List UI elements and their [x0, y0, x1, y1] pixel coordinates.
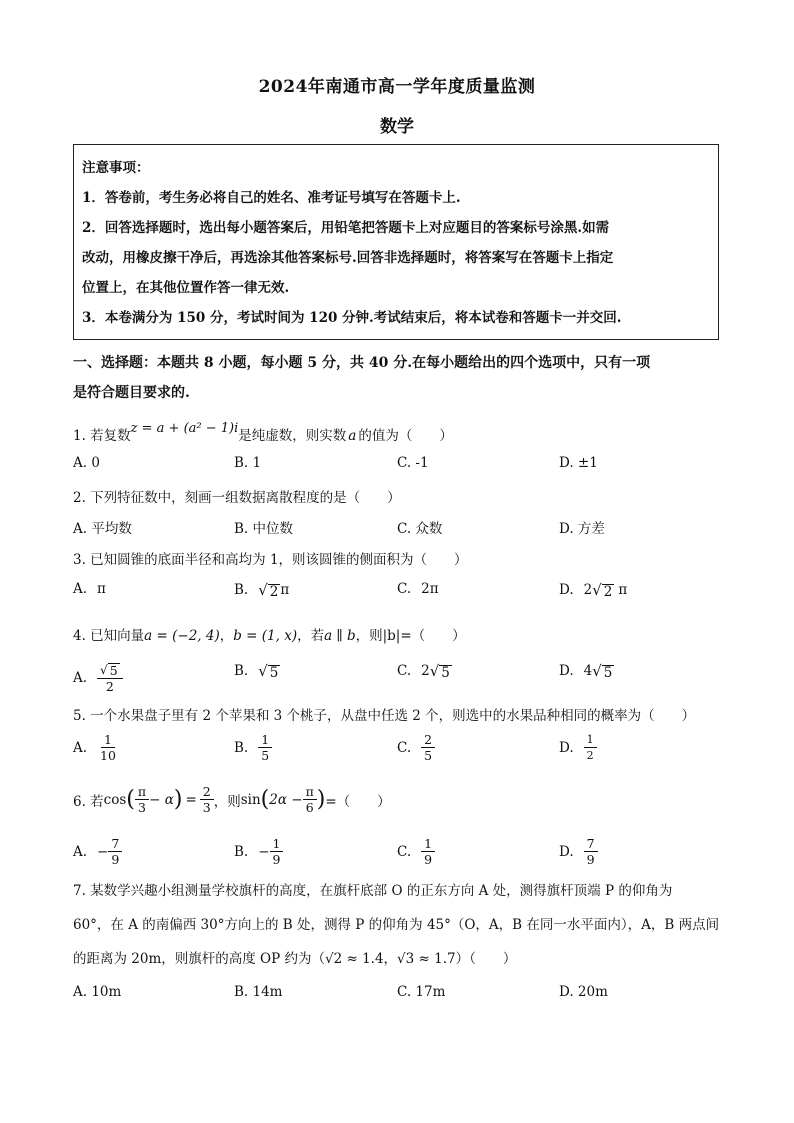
q4-c-label: C. — [397, 663, 412, 679]
q6-sin-denominator: 6 — [305, 800, 314, 815]
q6-option-b[interactable] — [234, 836, 283, 867]
q5-d-denominator: 2 — [586, 749, 594, 762]
q6-sin-fraction — [303, 784, 317, 815]
q4-d-sqrt: √ 5 — [592, 662, 613, 681]
q4-c-coef: 2 — [421, 663, 430, 679]
q4-sep: ， — [219, 628, 234, 644]
q4-option-a[interactable] — [73, 662, 123, 694]
q6-option-c[interactable] — [397, 836, 435, 867]
q6-sin-head: 2α − — [269, 791, 303, 808]
exam-subject: 数学 — [380, 117, 414, 137]
q4-end: ，则|b|=（ ） — [355, 628, 466, 644]
question-7 — [73, 874, 723, 976]
q6-a-numerator: 7 — [108, 836, 122, 852]
q6-c-denominator: 9 — [424, 852, 433, 867]
q2-option-a[interactable]: A. 平均数 — [73, 521, 132, 537]
q6-b-sign: − — [258, 843, 270, 860]
q2-option-b[interactable]: B. 中位数 — [234, 521, 294, 537]
exam-title: 2024年南通市高一学年度质量监测 — [258, 77, 536, 97]
q2-options — [73, 517, 723, 547]
q3-d-label: D. — [559, 582, 574, 598]
q3-option-a[interactable] — [73, 581, 106, 597]
q5-option-b[interactable] — [234, 732, 272, 763]
notice-item-2c: 位置上，在其他位置作答一律无效. — [82, 280, 290, 296]
question-2: 2. 下列特征数中，刻画一组数据离散程度的是（ ） — [73, 490, 401, 506]
q7-option-c[interactable]: C. 17m — [397, 984, 446, 1000]
q6-option-a[interactable] — [73, 836, 122, 867]
q6-d-numerator: 7 — [584, 836, 598, 852]
q2-option-d[interactable]: D. 方差 — [559, 521, 605, 537]
q7-line-1: 7. 某数学兴趣小组测量学校旗杆的高度，在旗杆底部 O 的正东方向 A 处，测得旗杆顶端 P 的仰角为 — [73, 883, 673, 899]
q4-b-label: B. — [234, 663, 249, 679]
q5-option-d[interactable] — [559, 732, 597, 763]
q4-d-coef: 4 — [583, 663, 593, 679]
section-line-2: 是符合题目要求的. — [73, 385, 190, 401]
question-5: 5. 一个水果盘子里有 2 个苹果和 3 个桃子，从盘中任选 2 个，则选中的水果品种相同的概率为（ ） — [73, 708, 696, 724]
q6-options — [73, 836, 723, 872]
notice-item-1: 1．答卷前，考生务必将自己的姓名、准考证号填写在答题卡上. — [82, 190, 461, 206]
q5-d-label: D. — [559, 739, 574, 756]
q6-d-denominator: 9 — [586, 852, 595, 867]
q3-b-radicand: 2 — [269, 584, 279, 600]
q6-b-denominator: 9 — [272, 852, 281, 867]
notice-item-2b: 改动，用橡皮擦干净后，再选涂其他答案标号.回答非选择题时，将答案写在答题卡上指定 — [82, 250, 614, 266]
q3-option-b[interactable] — [234, 581, 289, 599]
q7-option-d[interactable]: D. 20m — [559, 984, 608, 1000]
q6-option-d[interactable] — [559, 836, 598, 867]
q3-option-d[interactable] — [559, 581, 627, 599]
question-4 — [73, 624, 466, 644]
q1-suffix: 是纯虚数，则实数 — [238, 428, 347, 444]
q3-c-label: C. — [397, 581, 412, 597]
q3-a-value: π — [97, 581, 106, 597]
q6-cos-tail: − α — [149, 791, 174, 808]
q4-parallel: a ∥ b — [324, 628, 356, 644]
q4-a-denominator: 2 — [105, 679, 114, 694]
q7-option-b[interactable]: B. 14m — [234, 984, 283, 1000]
q5-b-numerator: 1 — [258, 732, 272, 748]
q1-var: a — [348, 428, 357, 444]
q5-a-fraction — [97, 732, 119, 763]
q5-d-fraction — [584, 732, 597, 763]
q6-b-label: B. — [234, 843, 249, 860]
q3-d-coef: 2 — [583, 582, 593, 598]
q6-equals: = — [185, 791, 197, 808]
q4-vector-b: b = (1, x) — [233, 628, 298, 644]
q1-end: 的值为（ ） — [358, 428, 453, 444]
q6-cos-numerator: π — [135, 784, 149, 800]
q6-c-fraction — [421, 836, 435, 867]
q6-cos-denominator: 3 — [138, 800, 146, 815]
q5-c-numerator: 2 — [421, 732, 435, 748]
q4-a-label: A. — [73, 670, 88, 686]
q4-a-fraction: √ 5 2 — [97, 662, 123, 694]
notice-heading: 注意事项： — [82, 160, 150, 176]
q3-options — [73, 581, 723, 611]
q3-b-tail: π — [280, 582, 290, 598]
q5-b-label: B. — [234, 739, 249, 756]
q5-options — [73, 732, 723, 768]
q6-a-denominator: 9 — [111, 852, 120, 867]
q3-c-value: 2π — [421, 581, 439, 597]
q4-b-radicand: 5 — [269, 665, 279, 681]
q3-b-label: B. — [234, 582, 249, 598]
q6-rhs-fraction — [200, 784, 214, 815]
q7-line-3: 的距离为 20m，则旗杆的高度 OP 约为（√2 ≈ 1.4，√3 ≈ 1.7）（ ） — [73, 951, 517, 967]
q4-prefix: 4. 已知向量 — [73, 628, 145, 644]
q3-d-radicand: 2 — [603, 584, 613, 600]
q3-option-c[interactable] — [397, 581, 439, 597]
q4-a-radicand: 5 — [109, 663, 118, 678]
notice-item-2a: 2．回答选择题时，选出每小题答案后，用铅笔把答题卡上对应题目的答案标号涂黑.如需 — [82, 220, 610, 236]
section-heading — [73, 348, 723, 408]
q5-c-denominator: 5 — [424, 748, 433, 763]
q5-c-label: C. — [397, 739, 412, 756]
q5-option-c[interactable] — [397, 732, 435, 763]
q4-vector-a: a = (−2, 4) — [144, 628, 220, 644]
q4-b-sqrt: √ 5 — [258, 662, 279, 681]
q4-c-sqrt: √ 5 — [429, 662, 450, 681]
q4-d-radicand: 5 — [603, 665, 613, 681]
q5-a-numerator: 1 — [101, 732, 115, 748]
q7-option-a[interactable]: A. 10m — [73, 984, 122, 1000]
q6-b-fraction — [270, 836, 284, 867]
q6-end: =（ ） — [325, 793, 391, 810]
q4-mid: ，若 — [297, 628, 325, 644]
q5-a-denominator: 10 — [100, 748, 116, 763]
q6-rhs-numerator: 2 — [200, 784, 214, 800]
question-3: 3. 已知圆锥的底面半径和高均为 1，则该圆锥的侧面积为（ ） — [73, 552, 468, 568]
q4-options — [73, 662, 723, 696]
q3-b-sqrt: √ 2 — [258, 581, 279, 600]
notice-box — [73, 144, 719, 340]
section-line-1: 一、选择题：本题共 8 小题，每小题 5 分，共 40 分.在每小题给出的四个选项中，只有一项 — [73, 355, 651, 371]
q5-c-fraction — [421, 732, 435, 763]
q6-b-numerator: 1 — [270, 836, 284, 852]
q6-sin: sin — [240, 791, 261, 808]
q6-d-fraction — [584, 836, 598, 867]
q6-c-label: C. — [397, 843, 412, 860]
q7-line-2: 60°，在 A 的南偏西 30°方向上的 B 处，测得 P 的仰角为 45°（O，A，B 在同一水平面内），A，B 两点间 — [73, 917, 720, 933]
question-1 — [73, 421, 453, 444]
q1-option-b[interactable]: B. 1 — [234, 455, 262, 471]
q6-a-label: A. — [73, 843, 88, 860]
q6-prefix: 6. 若 — [73, 793, 104, 810]
q3-d-tail: π — [618, 582, 628, 598]
q6-mid: ，则 — [213, 793, 241, 810]
q4-option-b[interactable] — [234, 662, 280, 680]
q5-d-numerator: 1 — [584, 732, 597, 748]
q1-prefix: 1. 若复数 — [73, 428, 131, 444]
q5-b-denominator: 5 — [261, 748, 270, 763]
q2-option-c[interactable]: C. 众数 — [397, 521, 443, 537]
q5-option-a[interactable] — [73, 732, 119, 763]
q6-d-label: D. — [559, 843, 574, 860]
q6-a-fraction — [108, 836, 122, 867]
q6-rhs-denominator: 3 — [202, 800, 211, 815]
q7-options — [73, 984, 723, 1014]
q1-option-c[interactable]: C. -1 — [397, 455, 429, 471]
q6-c-numerator: 1 — [421, 836, 435, 852]
q6-cos: cos — [103, 791, 127, 808]
q6-a-sign: − — [97, 843, 109, 860]
q5-b-fraction — [258, 732, 272, 763]
q5-a-label: A. — [73, 739, 88, 756]
q1-options — [73, 455, 723, 485]
q4-option-d[interactable] — [559, 662, 614, 680]
q3-a-label: A. — [73, 581, 88, 597]
q6-sin-numerator: π — [303, 784, 317, 800]
q1-option-a[interactable]: A. 0 — [73, 455, 100, 471]
q4-c-radicand: 5 — [441, 665, 450, 681]
q6-cos-fraction — [135, 784, 149, 815]
q4-d-label: D. — [559, 663, 574, 679]
q1-formula: z = a + (a² − 1)i — [130, 421, 239, 436]
q3-d-sqrt: √ 2 — [592, 581, 613, 600]
q1-option-d[interactable]: D. ±1 — [559, 455, 598, 471]
q4-option-c[interactable] — [397, 662, 452, 680]
notice-item-3: 3．本卷满分为 150 分，考试时间为 120 分钟.考试结束后，将本试卷和答题卡一并交回. — [82, 310, 622, 326]
question-6: 6. 若 cos ( $\frac{\pi}{3}$ − α ) = $\frac{2}{3}$ ，则 sin ( 2α − $\frac{\pi}{6}$ ) =（ ） — [73, 784, 391, 815]
